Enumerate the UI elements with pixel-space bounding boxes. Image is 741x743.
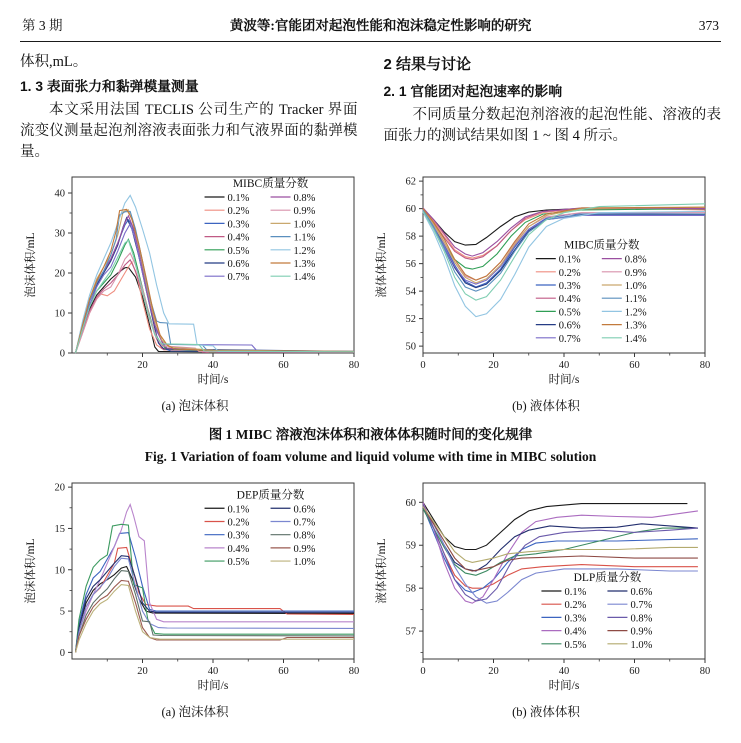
svg-text:30: 30 bbox=[54, 228, 65, 240]
svg-text:80: 80 bbox=[348, 360, 360, 371]
svg-text:1.2%: 1.2% bbox=[624, 307, 647, 319]
paragraph-results: 不同质量分数起泡剂溶液的起泡性能、溶液的表面张力的测试结果如图 1 ~ 图 4 所示。 bbox=[383, 107, 721, 144]
svg-text:0.3%: 0.3% bbox=[227, 219, 250, 231]
chart-canvas bbox=[20, 167, 370, 391]
svg-text:60: 60 bbox=[278, 360, 289, 371]
svg-text:DEP质量分数: DEP质量分数 bbox=[236, 489, 305, 502]
svg-text:15: 15 bbox=[54, 523, 65, 535]
svg-text:0.3%: 0.3% bbox=[558, 281, 581, 292]
svg-text:0.4%: 0.4% bbox=[564, 626, 587, 638]
chart-canvas bbox=[371, 167, 721, 391]
svg-text:0.2%: 0.2% bbox=[558, 267, 581, 279]
figure1-caption-cn: 图 1 MIBC 溶液泡沫体积和液体体积随时间的变化规律 bbox=[208, 427, 533, 442]
svg-text:1.1%: 1.1% bbox=[624, 294, 647, 306]
svg-text:DLP质量分数: DLP质量分数 bbox=[573, 572, 642, 584]
svg-text:0: 0 bbox=[420, 666, 426, 677]
svg-text:20: 20 bbox=[137, 360, 148, 371]
paragraph-volume-unit: 体积,mL。 bbox=[20, 54, 88, 70]
svg-text:60: 60 bbox=[278, 666, 289, 677]
svg-text:0: 0 bbox=[59, 647, 65, 659]
svg-text:0.3%: 0.3% bbox=[564, 613, 587, 625]
chart-dlp-liquid-volume bbox=[371, 473, 721, 720]
svg-text:1.0%: 1.0% bbox=[624, 281, 647, 292]
svg-text:40: 40 bbox=[558, 666, 570, 677]
svg-text:0.2%: 0.2% bbox=[564, 600, 587, 612]
svg-text:5: 5 bbox=[59, 606, 65, 618]
panel-caption-a-bottom: (a) 泡沫体积 bbox=[161, 705, 229, 719]
journal-issue: 第 3 期 bbox=[22, 18, 63, 33]
svg-text:80: 80 bbox=[699, 360, 711, 371]
svg-text:0.4%: 0.4% bbox=[227, 543, 250, 555]
svg-text:60: 60 bbox=[405, 497, 416, 509]
svg-text:0.1%: 0.1% bbox=[558, 254, 581, 266]
panel-caption-b-top: (b) 液体体积 bbox=[512, 399, 580, 413]
svg-text:58: 58 bbox=[405, 231, 416, 243]
svg-text:40: 40 bbox=[207, 360, 219, 371]
svg-text:1.2%: 1.2% bbox=[293, 245, 316, 257]
svg-text:57: 57 bbox=[405, 626, 416, 638]
svg-text:0.5%: 0.5% bbox=[564, 639, 587, 651]
heading-section-2: 2 结果与讨论 bbox=[383, 56, 472, 73]
svg-text:0.6%: 0.6% bbox=[293, 504, 316, 516]
panel-caption-b-bottom: (b) 液体体积 bbox=[512, 705, 580, 719]
page-header bbox=[20, 12, 721, 42]
figure2-bottom-row bbox=[20, 473, 721, 720]
svg-text:时间/s: 时间/s bbox=[197, 374, 229, 386]
heading-section-1-3: 1. 3 表面张力和黏弹模量测量 bbox=[20, 79, 199, 94]
svg-text:0.4%: 0.4% bbox=[227, 232, 250, 244]
svg-text:1.1%: 1.1% bbox=[293, 232, 316, 244]
svg-text:59: 59 bbox=[405, 540, 416, 552]
svg-text:0.1%: 0.1% bbox=[227, 504, 250, 516]
svg-text:40: 40 bbox=[558, 360, 570, 371]
svg-text:62: 62 bbox=[405, 176, 416, 188]
chart-mibc-liquid-volume bbox=[371, 167, 721, 414]
svg-text:0: 0 bbox=[420, 360, 426, 371]
svg-text:1.4%: 1.4% bbox=[624, 333, 647, 345]
svg-text:0.6%: 0.6% bbox=[630, 587, 653, 598]
figure1-caption-en: Fig. 1 Variation of foam volume and liquid volume with time in MIBC solution bbox=[144, 449, 597, 464]
svg-text:60: 60 bbox=[629, 666, 640, 677]
svg-text:10: 10 bbox=[54, 565, 65, 577]
chart-canvas bbox=[20, 473, 370, 697]
svg-text:0.4%: 0.4% bbox=[558, 294, 581, 306]
svg-text:时间/s: 时间/s bbox=[548, 680, 580, 692]
svg-text:0.8%: 0.8% bbox=[293, 193, 316, 204]
right-column bbox=[384, 52, 722, 163]
svg-text:40: 40 bbox=[207, 666, 219, 677]
svg-text:20: 20 bbox=[54, 268, 65, 280]
chart-dep-foam-canvas bbox=[20, 473, 370, 702]
svg-text:0: 0 bbox=[59, 348, 65, 360]
svg-text:0.2%: 0.2% bbox=[227, 206, 250, 218]
left-column bbox=[20, 52, 358, 163]
svg-text:20: 20 bbox=[488, 666, 499, 677]
svg-text:0.5%: 0.5% bbox=[227, 557, 250, 569]
svg-text:液体体积/mL: 液体体积/mL bbox=[376, 232, 388, 298]
svg-text:80: 80 bbox=[348, 666, 360, 677]
svg-text:20: 20 bbox=[54, 482, 65, 494]
svg-text:60: 60 bbox=[405, 204, 416, 216]
svg-text:泡沫体积/mL: 泡沫体积/mL bbox=[25, 538, 37, 604]
figure1-top-row bbox=[20, 167, 721, 414]
svg-text:泡沫体积/mL: 泡沫体积/mL bbox=[25, 232, 37, 298]
svg-text:MIBC质量分数: MIBC质量分数 bbox=[564, 239, 640, 252]
svg-text:50: 50 bbox=[405, 341, 416, 353]
heading-section-2-1: 2. 1 官能团对起泡速率的影响 bbox=[383, 84, 563, 99]
svg-text:1.4%: 1.4% bbox=[293, 272, 316, 284]
chart-mibc-foam-canvas bbox=[20, 167, 370, 396]
svg-text:0.9%: 0.9% bbox=[624, 267, 647, 279]
svg-text:0.8%: 0.8% bbox=[624, 254, 647, 266]
chart-dep-foam-volume bbox=[20, 473, 370, 720]
svg-text:40: 40 bbox=[54, 188, 65, 200]
page-number: 373 bbox=[698, 18, 719, 33]
svg-text:0.2%: 0.2% bbox=[227, 517, 250, 529]
svg-text:10: 10 bbox=[54, 308, 65, 320]
svg-text:0.8%: 0.8% bbox=[630, 613, 653, 625]
svg-text:时间/s: 时间/s bbox=[197, 680, 229, 692]
svg-text:0.7%: 0.7% bbox=[293, 517, 316, 529]
svg-text:1.0%: 1.0% bbox=[293, 219, 316, 231]
svg-text:0.7%: 0.7% bbox=[558, 333, 581, 345]
svg-text:1.0%: 1.0% bbox=[630, 639, 653, 651]
svg-text:0.9%: 0.9% bbox=[293, 543, 316, 555]
svg-text:0.9%: 0.9% bbox=[630, 626, 653, 638]
svg-text:液体体积/mL: 液体体积/mL bbox=[376, 538, 388, 604]
svg-text:0.3%: 0.3% bbox=[227, 530, 250, 542]
svg-text:MIBC质量分数: MIBC质量分数 bbox=[232, 178, 309, 190]
chart-mibc-foam-volume bbox=[20, 167, 370, 414]
paragraph-teclis: 本文采用法国 TECLIS 公司生产的 Tracker 界面流变仪测量起泡剂溶液表面张力和气液界面的黏弹模量。 bbox=[20, 102, 358, 160]
svg-text:0.6%: 0.6% bbox=[227, 259, 250, 270]
chart-canvas bbox=[371, 473, 721, 697]
svg-text:54: 54 bbox=[405, 286, 416, 298]
svg-text:80: 80 bbox=[699, 666, 711, 677]
panel-caption-a-top: (a) 泡沫体积 bbox=[161, 399, 229, 413]
svg-text:0.1%: 0.1% bbox=[227, 193, 250, 204]
svg-text:1.3%: 1.3% bbox=[293, 259, 316, 270]
svg-text:58: 58 bbox=[405, 583, 416, 595]
svg-text:20: 20 bbox=[137, 666, 148, 677]
svg-text:0.7%: 0.7% bbox=[227, 272, 250, 284]
svg-text:56: 56 bbox=[405, 259, 416, 271]
svg-text:52: 52 bbox=[405, 314, 416, 326]
chart-dlp-liquid-canvas bbox=[371, 473, 721, 702]
svg-text:1.0%: 1.0% bbox=[293, 557, 316, 569]
svg-text:0.1%: 0.1% bbox=[564, 587, 587, 598]
chart-mibc-liquid-canvas bbox=[371, 167, 721, 396]
svg-text:1.3%: 1.3% bbox=[624, 320, 647, 332]
svg-text:0.9%: 0.9% bbox=[293, 206, 316, 218]
svg-text:0.8%: 0.8% bbox=[293, 530, 316, 542]
running-title: 黄波等:官能团对起泡性能和泡沫稳定性影响的研究 bbox=[229, 18, 532, 33]
svg-text:0.5%: 0.5% bbox=[227, 245, 250, 257]
svg-text:0.6%: 0.6% bbox=[558, 320, 581, 332]
svg-text:时间/s: 时间/s bbox=[548, 374, 580, 386]
svg-text:0.5%: 0.5% bbox=[558, 307, 581, 319]
body-text bbox=[20, 52, 721, 163]
svg-text:60: 60 bbox=[629, 360, 640, 371]
svg-text:20: 20 bbox=[488, 360, 499, 371]
svg-text:0.7%: 0.7% bbox=[630, 600, 653, 612]
